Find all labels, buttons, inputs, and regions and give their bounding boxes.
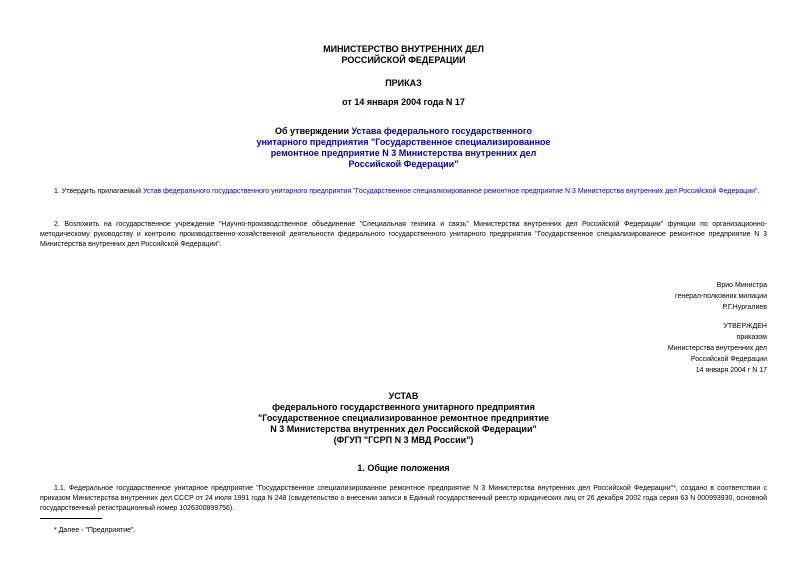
- charter-line2: "Государственное специализированное ремонтное предприятие: [257, 413, 550, 423]
- document-subject: [40, 126, 767, 170]
- paragraph-1-suffix: .: [757, 188, 760, 195]
- approval-line3: Министерства внутренних дел: [667, 345, 767, 352]
- approval-date: 14 января 2004 г N 17: [695, 367, 767, 374]
- ministry-name-line2: РОССИЙСКОЙ ФЕДЕРАЦИИ: [341, 55, 466, 65]
- subject-line1: [40, 126, 767, 137]
- paragraph-1-charter-link[interactable]: Устав федерального государственного унитарного предприятия "Государственное специализированное ремонтное предприятие N 3 Министерства внутренних дел Российской Федерации": [142, 188, 758, 195]
- subject-prefix: Об утверждении: [275, 126, 352, 136]
- charter-link-part4[interactable]: Российской Федерации": [348, 159, 459, 169]
- charter-link-part3[interactable]: ремонтное предприятие N 3 Министерства внутренних дел: [270, 148, 537, 158]
- signature-position: Врио Министра: [716, 282, 767, 289]
- paragraph-1: [40, 187, 767, 197]
- footnote: * Далее - "Предприятие".: [54, 527, 136, 534]
- approval-title: УТВЕРЖДЕН: [723, 323, 767, 330]
- document-header: [40, 44, 767, 66]
- paragraph-1-1: 1.1. Федеральное государственное унитарное предприятие "Государственное специализированное ремонтное предприятие N 3 Министерства внутренних дел Российской Федерации"*, создано в соответствии с приказом Министерства внутренних дел СССР от 24 июля 1991 года N 248 (свидетельство о внесении записи в Единый государственный реестр юридических лиц от 26 декабря 2002 года серия 63 N 000993930, основной государственный регистрационный номер 1026300899756).: [40, 485, 767, 512]
- charter-line4: (ФГУП "ГСРП N 3 МВД России"): [333, 435, 474, 445]
- charter-link-part1[interactable]: Устава федерального государственного: [351, 126, 532, 136]
- footnote-divider: [40, 518, 102, 519]
- charter-heading: [40, 391, 767, 446]
- ministry-name-line1: МИНИСТЕРСТВО ВНУТРЕННИХ ДЕЛ: [323, 44, 484, 54]
- approval-line2: приказом: [736, 334, 767, 341]
- charter-line1: федерального государственного унитарного предприятия: [272, 402, 535, 412]
- approval-block: [467, 321, 767, 376]
- signature-block: [467, 280, 767, 313]
- document-date: от 14 января 2004 года N 17: [342, 97, 465, 107]
- approval-line4: Российской Федерации: [690, 356, 767, 363]
- paragraph-1-prefix: 1. Утвердить прилагаемый: [54, 188, 143, 195]
- charter-line3: N 3 Министерства внутренних дел Российской Федерации": [270, 424, 537, 434]
- signature-name: Р.Г.Нургалиев: [722, 304, 767, 311]
- paragraph-2: 2. Возложить на государственное учреждение "Научно-производственное объединение "Специальная техника и связь" Министерства внутренних дел Российской Федерации" функции по организационно-методическому руководству и контролю производственно-хозяйственной деятельности федерального государственного унитарного предприятия "Государственное специализированное ремонтное предприятие N 3 Министерства внутренних дел Российской Федерации".: [40, 221, 767, 248]
- signature-rank: генерал-полковник милиции: [675, 293, 767, 300]
- section-1-heading: 1. Общие положения: [357, 463, 450, 473]
- charter-title: УСТАВ: [388, 391, 419, 401]
- document-type: ПРИКАЗ: [385, 78, 422, 88]
- charter-link-part2[interactable]: унитарного предприятия "Государственное специализированное: [256, 137, 551, 147]
